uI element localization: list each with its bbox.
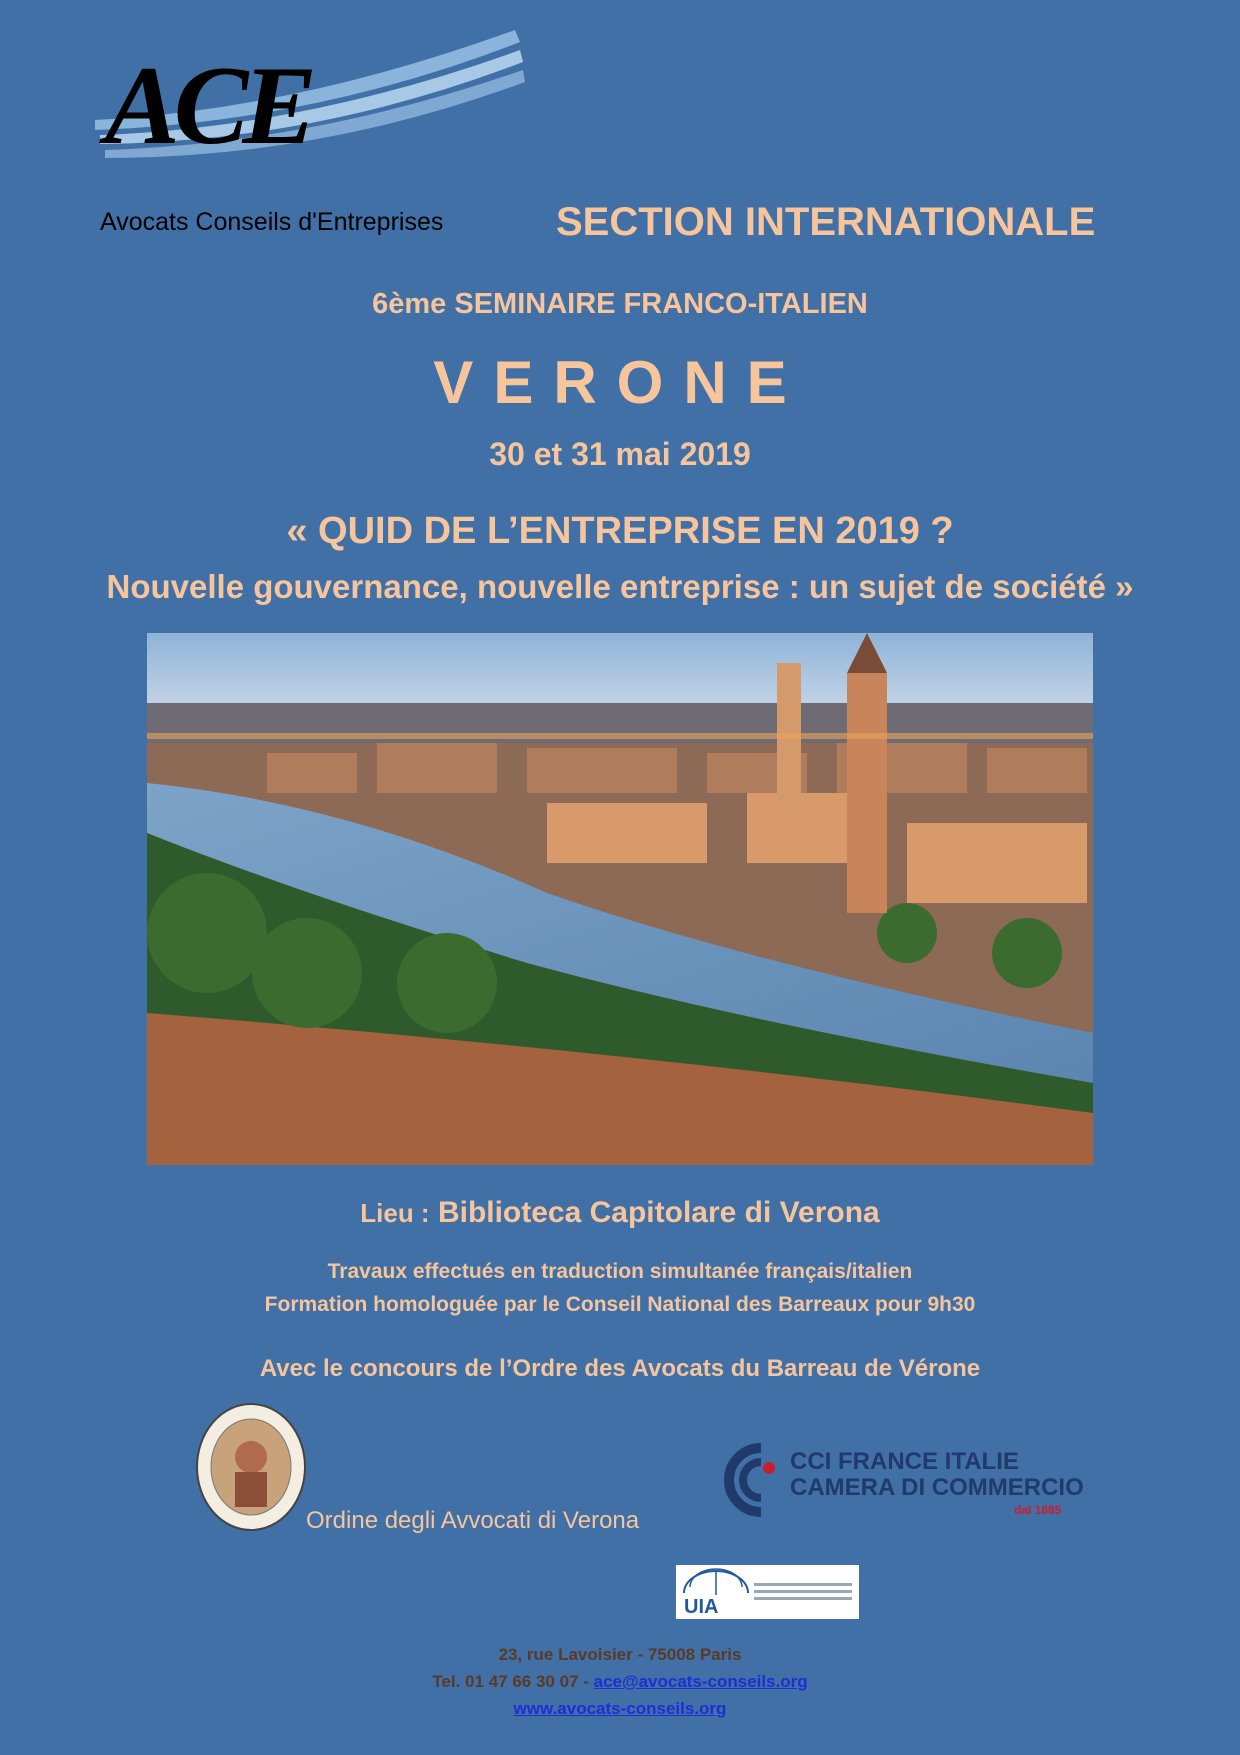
ace-logo-letters: ACE	[105, 44, 312, 168]
venue	[0, 1196, 1240, 1230]
uia-name: UIA	[684, 1596, 719, 1618]
event-dates: 30 et 31 mai 2019	[489, 436, 751, 472]
accreditation-note: Formation homologuée par le Conseil National des Barreaux pour 9h30	[264, 1293, 976, 1316]
theme-line-2: Nouvelle gouvernance, nouvelle entreprise : un sujet de société »	[106, 568, 1134, 605]
theme-line-1: « QUID DE L’ENTREPRISE EN 2019 ?	[286, 510, 954, 552]
section-title: SECTION INTERNATIONALE	[556, 200, 1096, 244]
footer-phone: Tel. 01 47 66 30 07 -	[432, 1672, 589, 1691]
seminar-title: 6ème SEMINAIRE FRANCO-ITALIEN	[372, 288, 868, 320]
cci-name-line-1: CCI FRANCE ITALIE	[790, 1448, 1019, 1475]
support-note: Avec le concours de l’Ordre des Avocats du Barreau de Vérone	[259, 1355, 981, 1382]
venue-label: Lieu :	[360, 1198, 430, 1228]
city-title: VERONE	[433, 349, 807, 416]
footer-address: 23, rue Lavoisier - 75008 Paris	[498, 1645, 742, 1664]
verona-city-photo	[147, 633, 1093, 1165]
verona-bar-seal-icon	[195, 1402, 307, 1532]
ace-logo-subtitle: Avocats Conseils d'Entreprises	[100, 208, 444, 236]
footer-website	[0, 1699, 1240, 1719]
verona-bar-label: Ordine degli Avvocati di Verona	[306, 1507, 640, 1534]
footer-contact	[0, 1672, 1240, 1692]
venue-name: Biblioteca Capitolare di Verona	[437, 1196, 880, 1229]
cci-name-line-2: CAMERA DI COMMERCIO	[790, 1474, 1084, 1501]
translation-note: Travaux effectués en traduction simultanée français/italien	[327, 1260, 913, 1283]
footer-email-link[interactable]: ace@avocats-conseils.org	[593, 1672, 808, 1691]
footer-website-link[interactable]: www.avocats-conseils.org	[513, 1699, 727, 1718]
uia-logo	[676, 1565, 859, 1619]
cci-founded: dal 1885	[1014, 1503, 1062, 1517]
